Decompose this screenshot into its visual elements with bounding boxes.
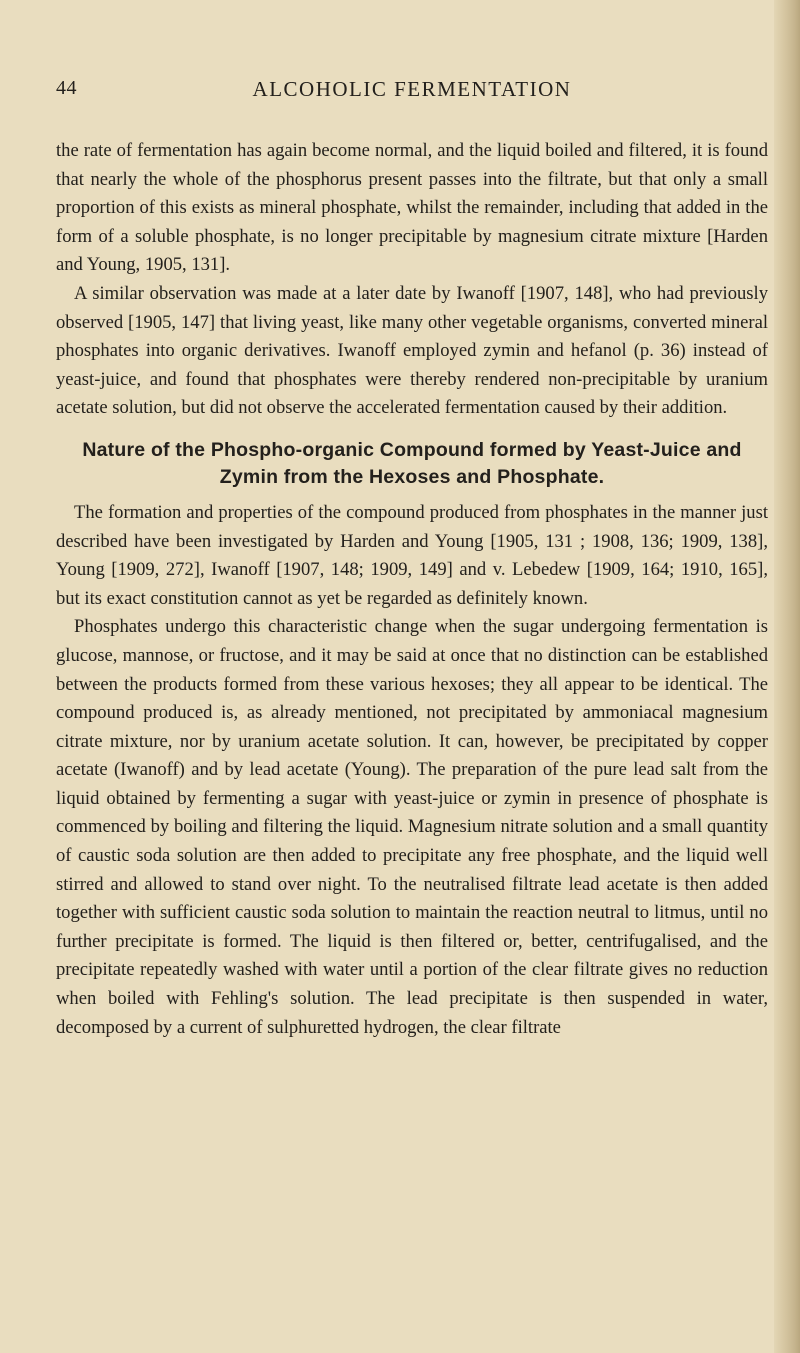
book-page [56, 0, 768, 1042]
running-head: ALCOHOLIC FERMENTATION [252, 77, 572, 101]
paragraph-formation-properties: The formation and properties of the compound produced from phosphates in the manner just described have been investigated by Harden and Young [1905, 131 ; 1908, 136; 1909, 138], Young [1909, 272], Iwanoff [1907, 148; 1909, 149] and v. Lebedew [1909, 164; 1910, 165], but its exact constitution cannot as yet be regarded as definitely known. [56, 501, 768, 609]
paragraph-phosphates-change: Phosphates undergo this characteristic change when the sugar undergoing fermentation is glucose, mannose, or fructose, and it may be said at once that no distinction can be established between the products formed from these various hexoses; they all appear to be identical. The compound produced is, as already mentioned, not precipitated by ammoniacal magnesium citrate mixture, nor by uranium acetate solution. It can, however, be precipitated by copper acetate (Iwanoff) and by lead acetate (Young). The preparation of the pure lead salt from the liquid obtained by fermenting a sugar with yeast-juice or zymin in presence of phosphate is commenced by boiling and filtering the liquid. Magnesium nitrate solution and a small quantity of caustic soda solution are then added to precipitate any free phosphate, and the liquid well stirred and allowed to stand over night. To the neutralised filtrate lead acetate is then added together with sufficient caustic soda solution to maintain the reaction neutral to litmus, until no further precipitate is formed. The liquid is then filtered or, better, centrifugalised, and the precipitate repeatedly washed with water until a portion of the clear filtrate gives no reduction when boiled with Fehling's solution. The lead precipitate is then suspended in water, decomposed by a current of sulphuretted hydrogen, the clear filtrate [56, 616, 768, 1038]
section-heading: Nature of the Phospho-organic Compound formed by Yeast-Juice and Zymin from the Hexoses and Phosphate. [82, 438, 742, 488]
page-edge-shadow [774, 0, 800, 1353]
page-header [56, 77, 768, 137]
page-number: 44 [56, 77, 77, 99]
paragraph-iwanoff-observation: A similar observation was made at a later date by Iwanoff [1907, 148], who had previously observed [1905, 147] that living yeast, like many other vegetable organisms, converted mineral phosphates into organic derivatives. Iwanoff employed zymin and hefanol (p. 36) instead of yeast-juice, and found that phosphates were thereby rendered non-precipitable by uranium acetate solution, but did not observe the accelerated fermentation caused by their addition. [56, 282, 768, 419]
paragraph-continued: the rate of fermentation has again become normal, and the liquid boiled and filtered, it is found that nearly the whole of the phosphorus present passes into the filtrate, but that only a small proportion of this exists as mineral phosphate, whilst the remainder, including that added in the form of a soluble phosphate, is no longer precipitable by magnesium citrate mixture [Harden and Young, 1905, 131]. [56, 140, 768, 276]
